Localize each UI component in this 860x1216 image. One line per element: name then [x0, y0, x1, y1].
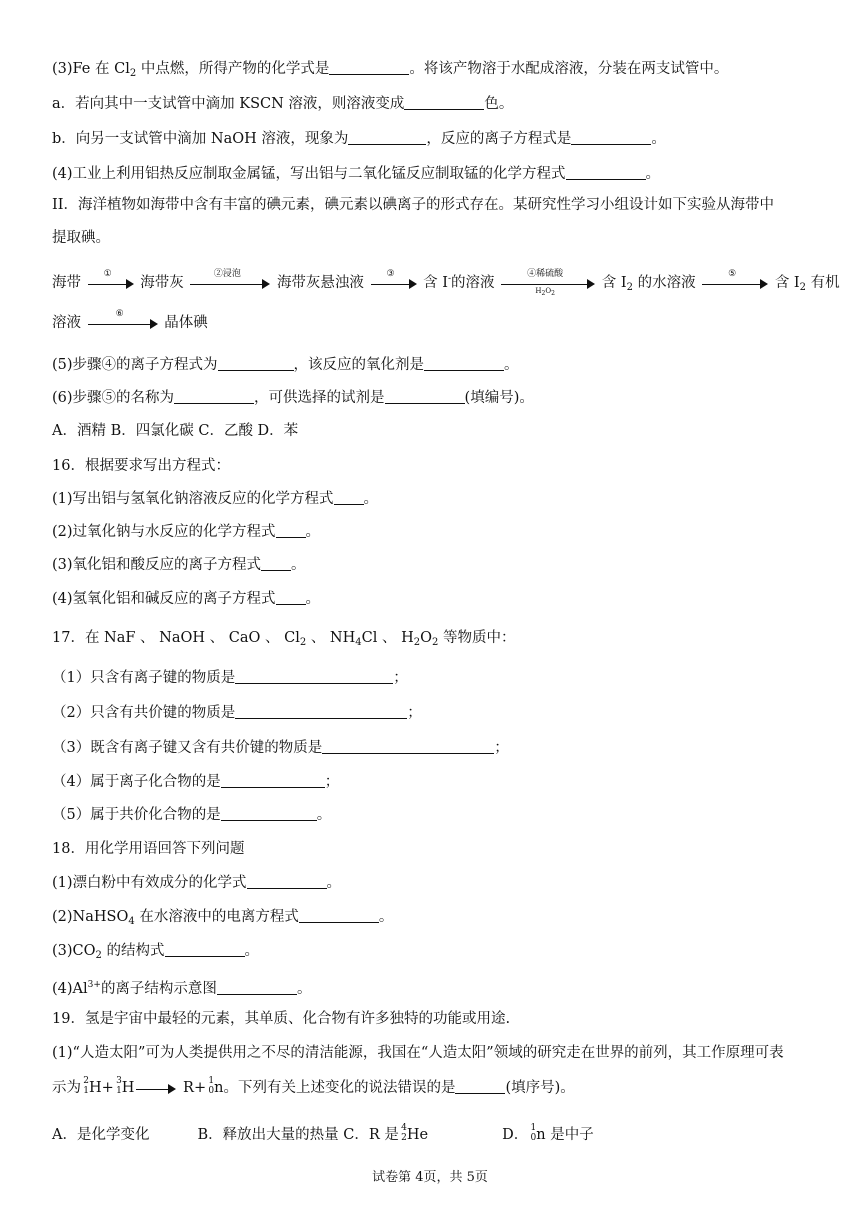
- answer-blank[interactable]: [385, 389, 465, 404]
- q16-item3: (3)氧化铝和酸反应的离子方程式 。: [52, 557, 306, 573]
- q18-item3: $(3)CO_2$ 的结构式 。: [52, 943, 260, 961]
- flow-arrow-4: ④稀硫酸 H2O2: [501, 274, 595, 292]
- q17-item3: （3）既含有离子键又含有共价键的物质是 ；: [52, 740, 509, 756]
- answer-blank[interactable]: [455, 1079, 505, 1094]
- q15-options: A．酒精 B．四氯化碳 C．乙酸 D．苯: [52, 423, 299, 439]
- q15-sectionII-line1: II．海洋植物如海带中含有丰富的碘元素，碘元素以碘离子的形式存在。某研究性学习小组设计如下实验从海带中: [52, 197, 774, 213]
- extraction-flow-line1: [52, 269, 840, 297]
- answer-blank[interactable]: [247, 874, 327, 889]
- q19-option-a: A．是化学变化: [52, 1127, 150, 1143]
- q15-sectionII-line2: 提取碘。: [52, 230, 110, 246]
- answer-blank[interactable]: [235, 704, 407, 719]
- answer-blank[interactable]: [348, 130, 426, 145]
- flow-arrow-5: ⑤: [702, 274, 768, 292]
- q16-item2: (2)过氧化钠与水反应的化学方程式 。: [52, 524, 321, 540]
- q17-item1: （1）只含有离子键的物质是 ；: [52, 670, 408, 686]
- q19-part1-line2: 示为 2 1 H+ 3 1 H R+ 1 0 n。下列有关上述变化的说法错误的是 (填序号)。: [52, 1076, 575, 1096]
- answer-blank[interactable]: [235, 669, 393, 684]
- answer-blank[interactable]: [221, 773, 325, 788]
- q16-item1: (1)写出铝与氢氧化钠溶液反应的化学方程式 。: [52, 491, 379, 507]
- answer-blank[interactable]: [221, 806, 317, 821]
- flow-step-kelp-ash: 海带灰: [140, 275, 184, 291]
- flow-arrow-2: ②浸泡: [190, 274, 270, 292]
- q15-part4: (4)工业上利用铝热反应制取金属锰，写出铝与二氧化锰反应制取锰的化学方程式 。: [52, 166, 661, 182]
- flow-step-crystal-iodine: 晶体碘: [164, 315, 208, 331]
- q18-item1: (1)漂白粉中有效成分的化学式 。: [52, 875, 342, 891]
- flow-step-iodine-organic: 含 $I_2$ 有机: [774, 275, 840, 293]
- answer-blank[interactable]: [334, 490, 364, 505]
- q17-item4: （4）属于离子化合物的是 ；: [52, 774, 340, 790]
- answer-blank[interactable]: [276, 523, 306, 538]
- answer-blank[interactable]: [329, 60, 409, 75]
- answer-blank[interactable]: [165, 942, 245, 957]
- q16-title: 16．根据要求写出方程式：: [52, 458, 230, 474]
- q19-part1-line1: (1)“人造太阳”可为人类提供用之不尽的清洁能源，我国在“人造太阳”领域的研究走在世界的前列，其工作原理可表: [52, 1045, 784, 1061]
- q15-part3b: b．向另一支试管中滴加 NaOH 溶液，现象为 ，反应的离子方程式是 。: [52, 131, 666, 147]
- extraction-flow-line2: 溶液 ⑥ 晶体碘: [52, 309, 208, 331]
- q15-part3a: a．若向其中一支试管中滴加 KSCN 溶液，则溶液变成 色。: [52, 96, 514, 112]
- q17-item5: （5）属于共价化合物的是 。: [52, 807, 332, 823]
- q19-title: 19．氢是宇宙中最轻的元素，其单质、化合物有许多独特的功能或用途.: [52, 1011, 511, 1027]
- q18-title: 18．用化学用语回答下列问题: [52, 841, 245, 857]
- flow-arrow-1: ①: [88, 274, 134, 292]
- flow-arrow-3: ③: [371, 274, 417, 292]
- flow-step-iodide-solution: 含 I-的溶液: [423, 274, 495, 291]
- answer-blank[interactable]: [217, 980, 297, 995]
- answer-blank[interactable]: [322, 739, 494, 754]
- reaction-arrow: [136, 1079, 176, 1097]
- page-footer: 试卷第 4页，共 5页: [372, 1170, 488, 1185]
- q19-options: [52, 1125, 814, 1144]
- q15-part6: (6)步骤⑤的名称为 ，可供选择的试剂是 (填编号)。: [52, 390, 534, 406]
- answer-blank[interactable]: [218, 356, 294, 371]
- q17-title: 17．在 NaF 、 NaOH 、 CaO 、 $Cl_2$ 、 $NH_4Cl$ 、 $H_2O_2$ 等物质中：: [52, 630, 516, 648]
- q17-item2: （2）只含有共价键的物质是 ；: [52, 705, 422, 721]
- flow-step-suspension: 海带灰悬浊液: [276, 275, 364, 291]
- answer-blank[interactable]: [424, 356, 504, 371]
- answer-blank[interactable]: [174, 389, 254, 404]
- answer-blank[interactable]: [571, 130, 651, 145]
- q18-item2: (2)NaHSO$_4$ 在水溶液中的电离方程式 。: [52, 909, 394, 927]
- flow-step-kelp: 海带: [52, 275, 81, 291]
- answer-blank[interactable]: [261, 556, 291, 571]
- flow-step-iodine-aqueous: 含 $I_2$ 的水溶液: [601, 275, 696, 293]
- answer-blank[interactable]: [404, 95, 484, 110]
- q19-option-b-c: B．释放出大量的热量 C．R 是 4 2 He: [197, 1123, 429, 1143]
- answer-blank[interactable]: [276, 590, 306, 605]
- answer-blank[interactable]: [299, 908, 379, 923]
- answer-blank[interactable]: [566, 165, 646, 180]
- q19-option-d: D． 1 0 n 是中子: [502, 1123, 594, 1143]
- q15-part3: (3)Fe 在 $Cl_2$ 中点燃，所得产物的化学式是 。将该产物溶于水配成溶液，分装在两支试管中。: [52, 61, 729, 79]
- q16-item4: (4)氢氧化铝和碱反应的离子方程式 。: [52, 591, 321, 607]
- q15-part5: (5)步骤④的离子方程式为 ，该反应的氧化剂是 。: [52, 357, 519, 373]
- flow-arrow-6: ⑥: [88, 314, 158, 332]
- q18-item4: $(4)Al^{3+}$的离子结构示意图 。: [52, 980, 312, 997]
